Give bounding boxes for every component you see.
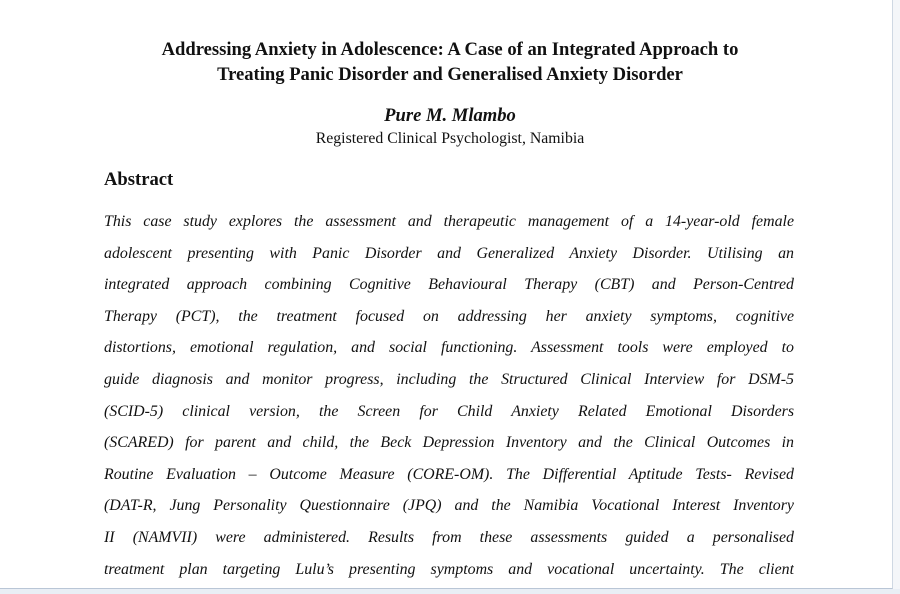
abstract-line: Therapy (PCT), the treatment focused on addressing her anxiety symptoms, cognitive bbox=[104, 307, 794, 325]
abstract-line: Routine Evaluation – Outcome Measure (CORE-OM). The Differential Aptitude Tests- Revised bbox=[104, 465, 794, 483]
paper-title-line: Addressing Anxiety in Adolescence: A Case of an Integrated Approach to bbox=[161, 39, 739, 60]
abstract-heading: Abstract bbox=[104, 169, 174, 190]
abstract-line: This case study explores the assessment and therapeutic management of a 14-year-old female bbox=[104, 213, 794, 230]
viewer-bottom-gutter bbox=[0, 589, 900, 594]
paper-title bbox=[0, 37, 900, 87]
abstract-line: (SCID-5) clinical version, the Screen for Child Anxiety Related Emotional Disorders bbox=[104, 402, 794, 420]
abstract-line: adolescent presenting with Panic Disorder and Generalized Anxiety Disorder. Utilising an bbox=[104, 244, 794, 262]
abstract-line: II (NAMVII) were administered. Results from these assessments guided a personalised bbox=[104, 528, 794, 546]
paper-title-line: Treating Panic Disorder and Generalised Anxiety Disorder bbox=[217, 64, 683, 85]
abstract-body bbox=[104, 206, 794, 585]
author-affiliation: Registered Clinical Psychologist, Namibia bbox=[315, 130, 585, 147]
abstract-line: integrated approach combining Cognitive Behavioural Therapy (CBT) and Person-Centred bbox=[104, 276, 794, 294]
abstract-line: (DAT-R, Jung Personality Questionnaire (JPQ) and the Namibia Vocational Interest Inventory bbox=[104, 497, 794, 515]
abstract-line: distortions, emotional regulation, and social functioning. Assessment tools were employed to bbox=[104, 339, 794, 357]
author-name: Pure M. Mlambo bbox=[384, 105, 516, 126]
abstract-line: guide diagnosis and monitor progress, including the Structured Clinical Interview for DSM-5 bbox=[104, 370, 794, 388]
viewer-right-gutter bbox=[893, 0, 900, 594]
abstract-line: treatment plan targeting Lulu’s presenting symptoms and vocational uncertainty. The client bbox=[104, 560, 794, 578]
abstract-line: (SCARED) for parent and child, the Beck Depression Inventory and the Clinical Outcomes in bbox=[104, 434, 794, 452]
